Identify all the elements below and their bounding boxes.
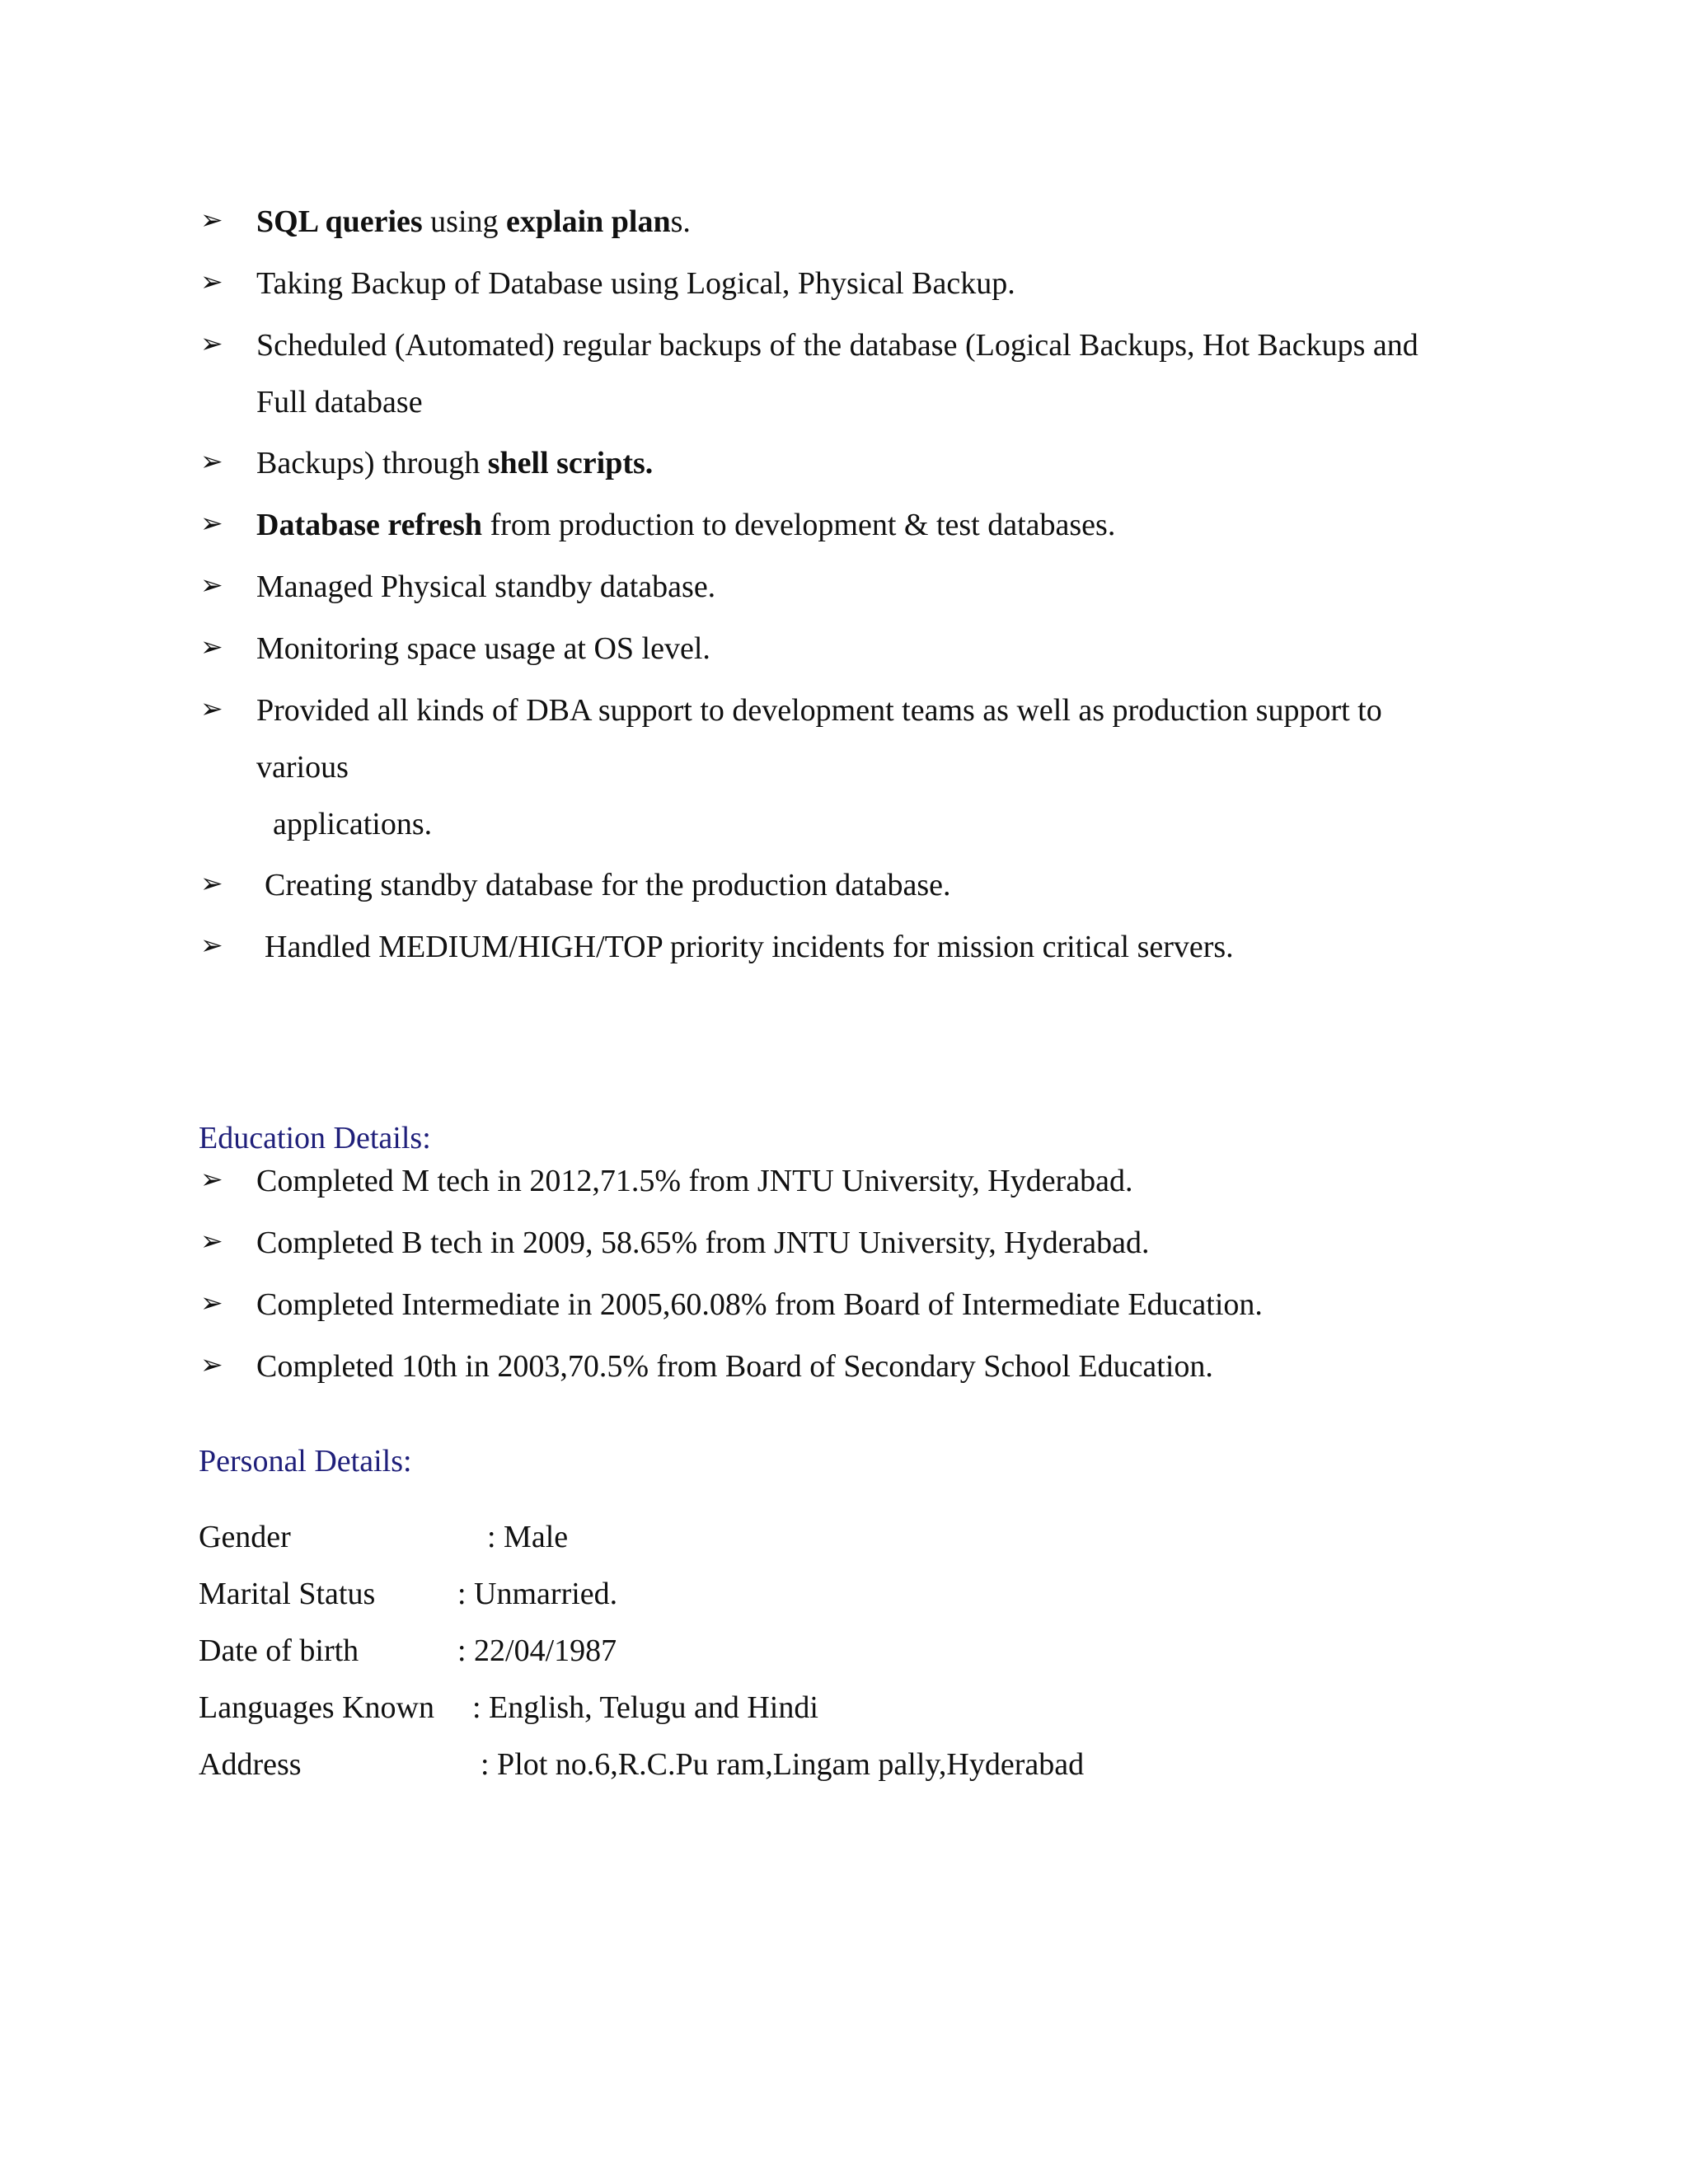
personal-label-gender: Gender (199, 1520, 291, 1554)
bullet-arrow-icon: ➢ (200, 268, 223, 298)
bullet-arrow-icon: ➢ (200, 1165, 223, 1195)
bullet-sql-queries: SQL queries using explain plans. (256, 204, 691, 239)
bullet-dba-support-cont: various (256, 750, 349, 785)
bullet-arrow-icon: ➢ (200, 448, 223, 477)
bullet-arrow-icon: ➢ (200, 695, 223, 724)
bullet-arrow-icon: ➢ (200, 869, 223, 899)
bullet-shell-scripts: Backups) through shell scripts. (256, 446, 654, 480)
personal-value-gender: : Male (487, 1520, 569, 1554)
bullet-arrow-icon: ➢ (200, 1289, 223, 1319)
bullet-arrow-icon: ➢ (200, 206, 223, 236)
bullet-scheduled-backups: Scheduled (Automated) regular backups of the database (Logical Backups, Hot Backups and (256, 328, 1418, 363)
education-item: Completed Intermediate in 2005,60.08% from Board of Intermediate Education. (256, 1287, 1263, 1322)
bullet-arrow-icon: ➢ (200, 330, 223, 359)
bullet-standby: Managed Physical standby database. (256, 569, 716, 604)
personal-heading: Personal Details: (199, 1444, 412, 1479)
bullet-scheduled-backups-cont: Full database (256, 385, 423, 419)
bullet-monitoring: Monitoring space usage at OS level. (256, 631, 710, 666)
education-item: Completed 10th in 2003,70.5% from Board of Secondary School Education. (256, 1349, 1213, 1384)
bullet-database-refresh: Database refresh from production to development & test databases. (256, 508, 1116, 542)
bullet-incidents: Handled MEDIUM/HIGH/TOP priority incidents for mission critical servers. (265, 930, 1234, 964)
bullet-arrow-icon: ➢ (200, 633, 223, 663)
education-item: Completed B tech in 2009, 58.65% from JNTU University, Hyderabad. (256, 1226, 1150, 1260)
bullet-dba-support: Provided all kinds of DBA support to development teams as well as production support to (256, 693, 1382, 728)
education-heading: Education Details: (199, 1121, 431, 1155)
personal-value-languages: : English, Telugu and Hindi (472, 1690, 818, 1725)
personal-value-marital-status: : Unmarried. (457, 1577, 618, 1611)
personal-label-address: Address (199, 1747, 302, 1782)
bullet-arrow-icon: ➢ (200, 1351, 223, 1380)
bullet-backup: Taking Backup of Database using Logical, Physical Backup. (256, 266, 1015, 301)
personal-value-address: : Plot no.6,R.C.Pu ram,Lingam pally,Hyderabad (481, 1747, 1085, 1782)
personal-label-languages: Languages Known (199, 1690, 434, 1725)
education-item: Completed M tech in 2012,71.5% from JNTU University, Hyderabad. (256, 1164, 1133, 1198)
bullet-arrow-icon: ➢ (200, 931, 223, 961)
bullet-arrow-icon: ➢ (200, 1227, 223, 1257)
bullet-arrow-icon: ➢ (200, 571, 223, 601)
bullet-creating-standby: Creating standby database for the production database. (265, 868, 951, 902)
bullet-dba-support-cont2: applications. (273, 807, 433, 841)
personal-value-dob: : 22/04/1987 (457, 1633, 617, 1668)
personal-label-dob: Date of birth (199, 1633, 359, 1668)
personal-label-marital-status: Marital Status (199, 1577, 376, 1611)
bullet-arrow-icon: ➢ (200, 509, 223, 539)
